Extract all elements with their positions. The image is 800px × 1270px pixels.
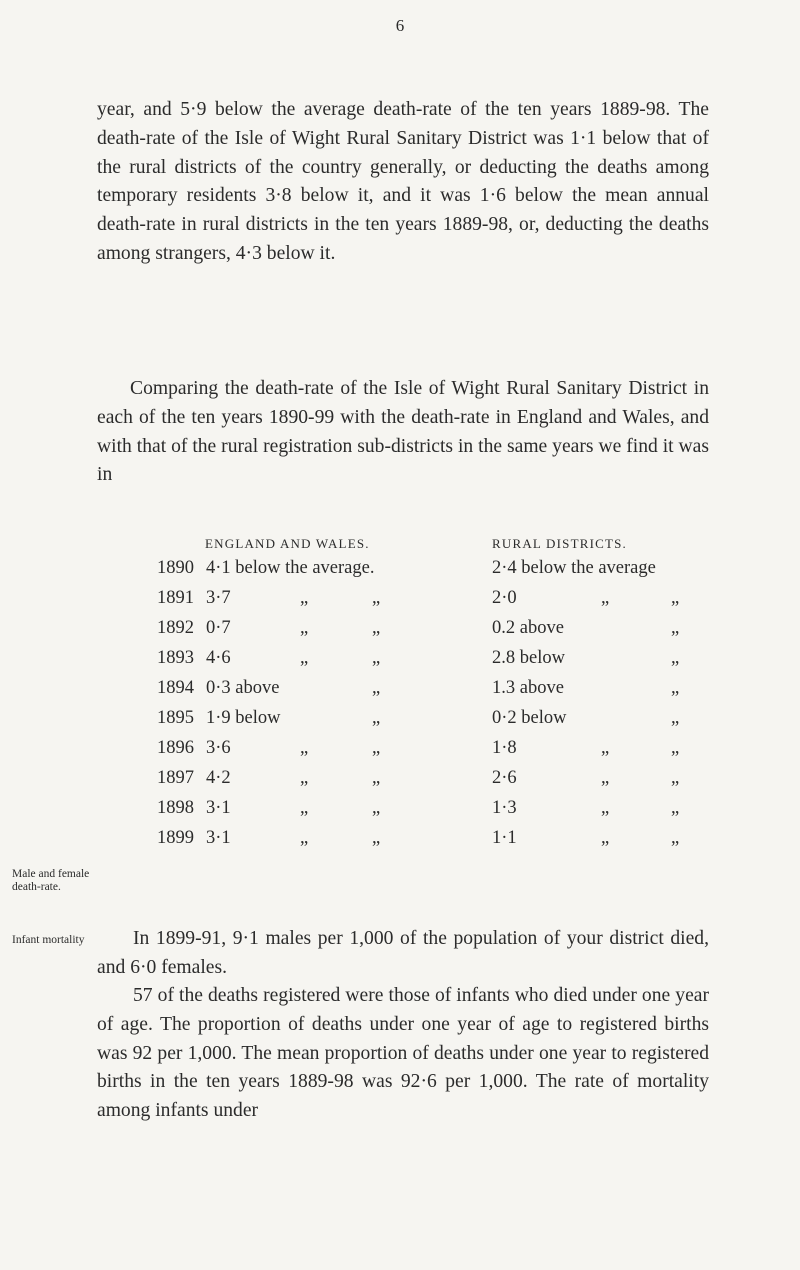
row-rural-value: 2·6 bbox=[492, 768, 517, 788]
ditto-mark: „ bbox=[601, 588, 610, 608]
row-year: 1892 bbox=[157, 618, 194, 638]
row-year: 1897 bbox=[157, 768, 194, 788]
ditto-mark: „ bbox=[300, 828, 309, 848]
ditto-mark: „ bbox=[671, 798, 680, 818]
ditto-mark: „ bbox=[601, 768, 610, 788]
row-rural-value: 2·4 below the average bbox=[492, 558, 656, 578]
row-year: 1893 bbox=[157, 648, 194, 668]
row-england-wales-value: 3·7 bbox=[206, 588, 231, 608]
ditto-mark: „ bbox=[300, 768, 309, 788]
ditto-mark: „ bbox=[300, 618, 309, 638]
ditto-mark: „ bbox=[601, 798, 610, 818]
row-england-wales-value: 4·6 bbox=[206, 648, 231, 668]
ditto-mark: „ bbox=[671, 828, 680, 848]
margin-note-infant-mortality: Infant mortality bbox=[12, 934, 85, 946]
row-england-wales-value: 3·6 bbox=[206, 738, 231, 758]
ditto-mark: „ bbox=[671, 708, 680, 728]
ditto-mark: „ bbox=[671, 648, 680, 668]
ditto-mark: „ bbox=[372, 708, 381, 728]
ditto-mark: „ bbox=[671, 588, 680, 608]
row-rural-value: 2.8 below bbox=[492, 648, 565, 668]
table-row bbox=[0, 588, 800, 618]
ditto-mark: „ bbox=[372, 798, 381, 818]
ditto-mark: „ bbox=[372, 588, 381, 608]
ditto-mark: „ bbox=[601, 738, 610, 758]
row-year: 1898 bbox=[157, 798, 194, 818]
row-england-wales-value: 0·3 above bbox=[206, 678, 280, 698]
ditto-mark: „ bbox=[372, 618, 381, 638]
row-england-wales-value: 3·1 bbox=[206, 828, 231, 848]
table-row bbox=[0, 558, 800, 588]
ditto-mark: „ bbox=[372, 828, 381, 848]
row-year: 1891 bbox=[157, 588, 194, 608]
row-england-wales-value: 4·1 below the average. bbox=[206, 558, 375, 578]
paragraph-death-rate-comparison: year, and 5·9 below the average death-rate of the ten years 1889-98. The death-rate of the Isle of Wight Rural Sanitary District was 1·1 below that of the rural districts of the country generally, or deducting the deaths among temporary residents 3·8 below it, and it was 1·6 below the mean annual death-rate in rural districts in the ten years 1889-98, or, deducting the deaths among strangers, 4·3 below it. bbox=[97, 99, 709, 264]
ditto-mark: „ bbox=[601, 828, 610, 848]
paragraph-male-female-deaths: In 1899-91, 9·1 males per 1,000 of the population of your district died, and 6·0 females. bbox=[97, 928, 709, 978]
ditto-mark: „ bbox=[671, 768, 680, 788]
table-row bbox=[0, 648, 800, 678]
table-heading-rural-districts: RURAL DISTRICTS. bbox=[492, 536, 628, 551]
row-rural-value: 1·8 bbox=[492, 738, 517, 758]
row-rural-value: 1·3 bbox=[492, 798, 517, 818]
row-rural-value: 1.3 above bbox=[492, 678, 564, 698]
table-heading-england-wales: ENGLAND AND WALES. bbox=[205, 536, 370, 551]
row-year: 1894 bbox=[157, 678, 194, 698]
ditto-mark: „ bbox=[671, 618, 680, 638]
row-england-wales-value: 4·2 bbox=[206, 768, 231, 788]
ditto-mark: „ bbox=[671, 738, 680, 758]
row-rural-value: 0.2 above bbox=[492, 618, 564, 638]
row-england-wales-value: 0·7 bbox=[206, 618, 231, 638]
table-row bbox=[0, 738, 800, 768]
paragraph-comparing-intro: Comparing the death-rate of the Isle of Wight Rural Sanitary District in each of the ten years 1890-99 with the death-rate in England and Wales, and with that of the rural registration sub-districts in the same years we find it was in bbox=[97, 378, 709, 486]
page-number: 6 bbox=[395, 16, 405, 35]
row-rural-value: 1·1 bbox=[492, 828, 517, 848]
row-year: 1899 bbox=[157, 828, 194, 848]
table-row bbox=[0, 798, 800, 828]
row-year: 1895 bbox=[157, 708, 194, 728]
ditto-mark: „ bbox=[300, 588, 309, 608]
row-year: 1890 bbox=[157, 558, 194, 578]
table-row bbox=[0, 678, 800, 708]
table-row bbox=[0, 828, 800, 858]
table-row bbox=[0, 768, 800, 798]
ditto-mark: „ bbox=[372, 768, 381, 788]
row-england-wales-value: 1·9 below bbox=[206, 708, 281, 728]
ditto-mark: „ bbox=[300, 648, 309, 668]
ditto-mark: „ bbox=[372, 678, 381, 698]
row-rural-value: 2·0 bbox=[492, 588, 517, 608]
row-england-wales-value: 3·1 bbox=[206, 798, 231, 818]
row-rural-value: 0·2 below bbox=[492, 708, 567, 728]
margin-note-male-female: Male and female death-rate. bbox=[12, 868, 90, 893]
ditto-mark: „ bbox=[372, 648, 381, 668]
table-row bbox=[0, 618, 800, 648]
ditto-mark: „ bbox=[372, 738, 381, 758]
ditto-mark: „ bbox=[300, 738, 309, 758]
ditto-mark: „ bbox=[300, 798, 309, 818]
ditto-mark: „ bbox=[671, 678, 680, 698]
table-row bbox=[0, 708, 800, 738]
row-year: 1896 bbox=[157, 738, 194, 758]
paragraph-infant-mortality: 57 of the deaths registered were those of infants who died under one year of age. The proportion of deaths under one year of age to registered births was 92 per 1,000. The mean proportion of deaths under one year to registered births in the ten years 1889-98 was 92·6 per 1,000. The rate of mortality among infants under bbox=[97, 985, 709, 1122]
